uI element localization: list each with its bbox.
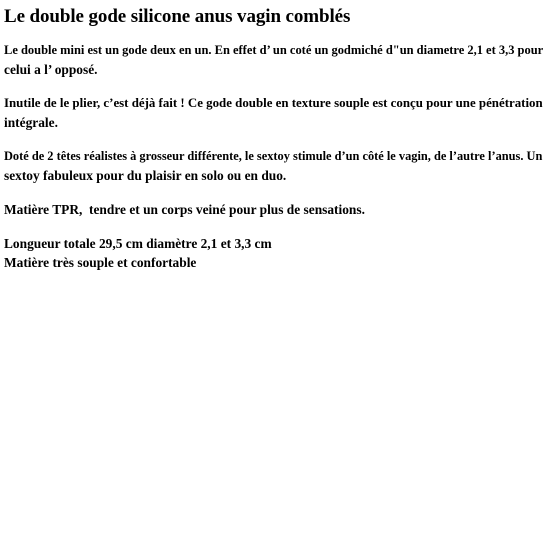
- paragraph-material: [4, 200, 546, 219]
- text-line: celui a l’ opposé.: [4, 62, 98, 77]
- paragraph-dimensions: [4, 234, 546, 272]
- paragraph-heads: [4, 147, 546, 185]
- paragraph-intro: [4, 41, 546, 79]
- text-line: Le double mini est un gode deux en un. En effet d’ un coté un godmiché d"un diametre 2,1 et 3,3 pour: [4, 43, 544, 57]
- text-line: Longueur totale 29,5 cm diamètre 2,1 et 3,3 cm: [4, 236, 272, 251]
- page-title: Le double gode silicone anus vagin comblés: [4, 6, 351, 27]
- text-line: Matière très souple et confortable: [4, 255, 197, 270]
- text-line: Doté de 2 têtes réalistes à grosseur différente, le sextoy stimule d’un côté le vagin, de l’autre l’anus. Un: [4, 149, 543, 163]
- product-description: [4, 6, 546, 272]
- text-line: intégrale.: [4, 115, 58, 130]
- text-line: Matière TPR, tendre et un corps veiné pour plus de sensations.: [4, 202, 365, 217]
- text-line: sextoy fabuleux pour du plaisir en solo ou en duo.: [4, 168, 287, 183]
- paragraph-shape: [4, 94, 546, 132]
- text-line: Inutile de le plier, c’est déjà fait ! Ce gode double en texture souple est conçu pour une pénétration: [4, 96, 543, 110]
